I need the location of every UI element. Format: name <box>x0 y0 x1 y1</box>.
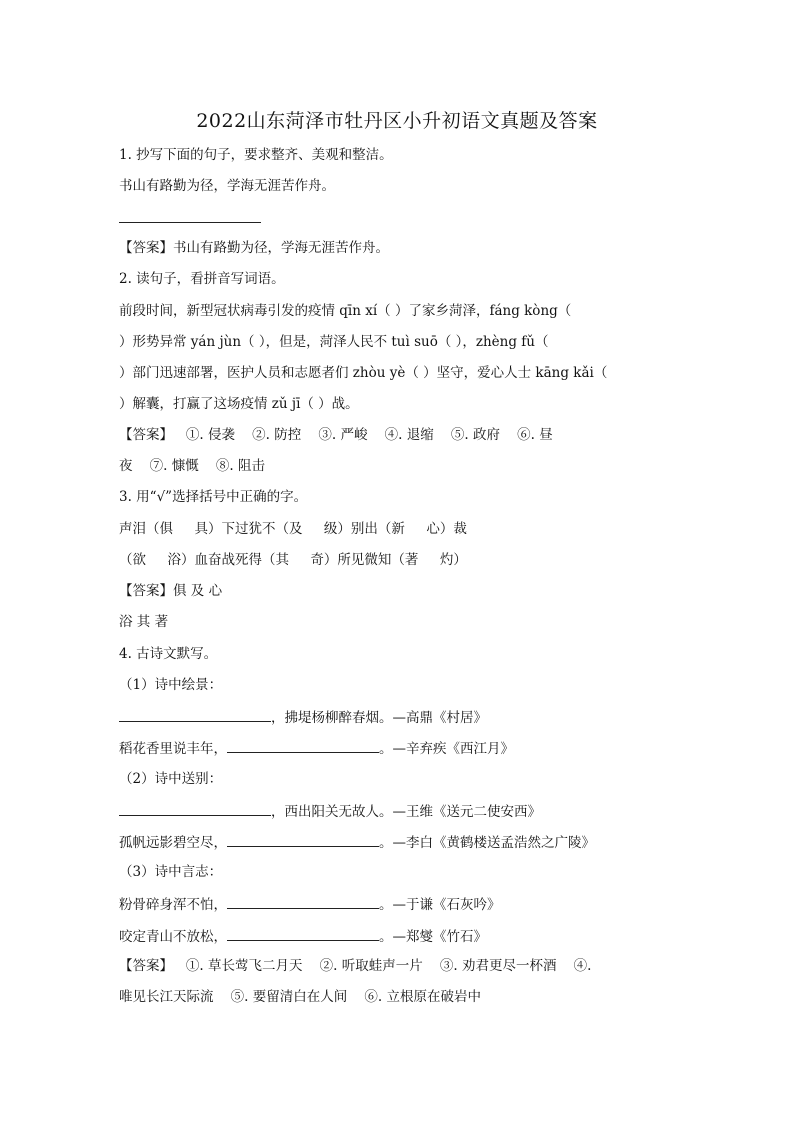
poem-text: ，西出阳关无故人。—王维《送元二使安西》 <box>271 804 541 820</box>
q2-answer-cont: 夜 ⑦. 慷慨 ⑧. 阻击 <box>119 458 265 474</box>
q4-fill-line <box>119 738 679 758</box>
q3-choice-line: （欲 浴）血奋战死得（其 奇）所见微知（著 灼） <box>119 552 467 568</box>
q2-text-line: ）形势异常 yán jùn（ ），但是，菏泽人民不 tuì suō（ ），zhèng fǔ（ <box>119 334 549 350</box>
poem-source: 。—郑燮《竹石》 <box>379 929 487 945</box>
q4-answer-cont: 唯见长江天际流 ⑤. 要留清白在人间 ⑥. 立根原在破岩中 <box>119 989 481 1005</box>
fill-blank[interactable] <box>119 801 271 816</box>
fill-blank[interactable] <box>119 707 271 722</box>
q4-fill-line <box>119 832 679 852</box>
q2-answer: 【答案】 ①. 侵袭 ②. 防控 ③. 严峻 ④. 退缩 ⑤. 政府 ⑥. 昼 <box>119 427 553 443</box>
poem-text: 稻花香里说丰年， <box>119 741 227 757</box>
q4-sub-heading: （3）诗中言志： <box>119 864 223 880</box>
poem-text: 粉骨碎身浑不怕， <box>119 897 227 913</box>
poem-source: 。—李白《黄鹤楼送孟浩然之广陵》 <box>379 835 595 851</box>
q2-text-line: ）部门迅速部署，医护人员和志愿者们 zhòu yè（ ）坚守，爱心人士 kāng kǎi（ <box>119 365 608 381</box>
fill-blank[interactable] <box>227 738 379 753</box>
fill-blank[interactable] <box>227 926 379 941</box>
fill-blank[interactable] <box>227 832 379 847</box>
q3-answer: 【答案】俱 及 心 <box>119 583 223 599</box>
q4-answer: 【答案】 ①. 草长莺飞二月天 ②. 听取蛙声一片 ③. 劝君更尽一杯酒 ④. <box>119 958 592 974</box>
poem-text: ，拂堤杨柳醉春烟。—高鼎《村居》 <box>271 710 487 726</box>
q4-fill-line <box>119 926 679 946</box>
poem-source: 。—于谦《石灰吟》 <box>379 897 501 913</box>
fill-blank[interactable] <box>227 894 379 909</box>
q2-text-line: ）解囊，打赢了这场疫情 zǔ jī（ ）战。 <box>119 396 359 412</box>
q4-fill-line <box>119 894 679 914</box>
q3-prompt: 3. 用“√”选择括号中正确的字。 <box>119 489 308 505</box>
q1-sentence: 书山有路勤为径，学海无涯苦作舟。 <box>119 178 335 194</box>
q2-prompt: 2. 读句子，看拼音写词语。 <box>119 271 285 287</box>
page-title: 2022山东菏泽市牡丹区小升初语文真题及答案 <box>196 110 598 132</box>
q2-text-line: 前段时间，新型冠状病毒引发的疫情 qīn xí（ ）了家乡菏泽，fáng kòng（ <box>119 303 572 319</box>
q1-prompt: 1. 抄写下面的句子，要求整齐、美观和整洁。 <box>119 147 393 163</box>
q4-fill-line <box>119 707 679 727</box>
poem-source: 。—辛弃疾《西江月》 <box>379 741 514 757</box>
q3-answer-cont: 浴 其 著 <box>119 614 169 630</box>
q1-answer: 【答案】书山有路勤为径，学海无涯苦作舟。 <box>119 240 389 256</box>
q4-prompt: 4. 古诗文默写。 <box>119 646 218 662</box>
poem-text: 孤帆远影碧空尽， <box>119 835 227 851</box>
q4-sub-heading: （2）诗中送别： <box>119 771 223 787</box>
q3-choice-line: 声泪（俱 具）下过犹不（及 级）别出（新 心）裁 <box>119 521 467 537</box>
q1-answer-line <box>119 222 261 223</box>
poem-text: 咬定青山不放松， <box>119 929 227 945</box>
q4-fill-line <box>119 801 679 821</box>
q4-sub-heading: （1）诗中绘景： <box>119 677 223 693</box>
